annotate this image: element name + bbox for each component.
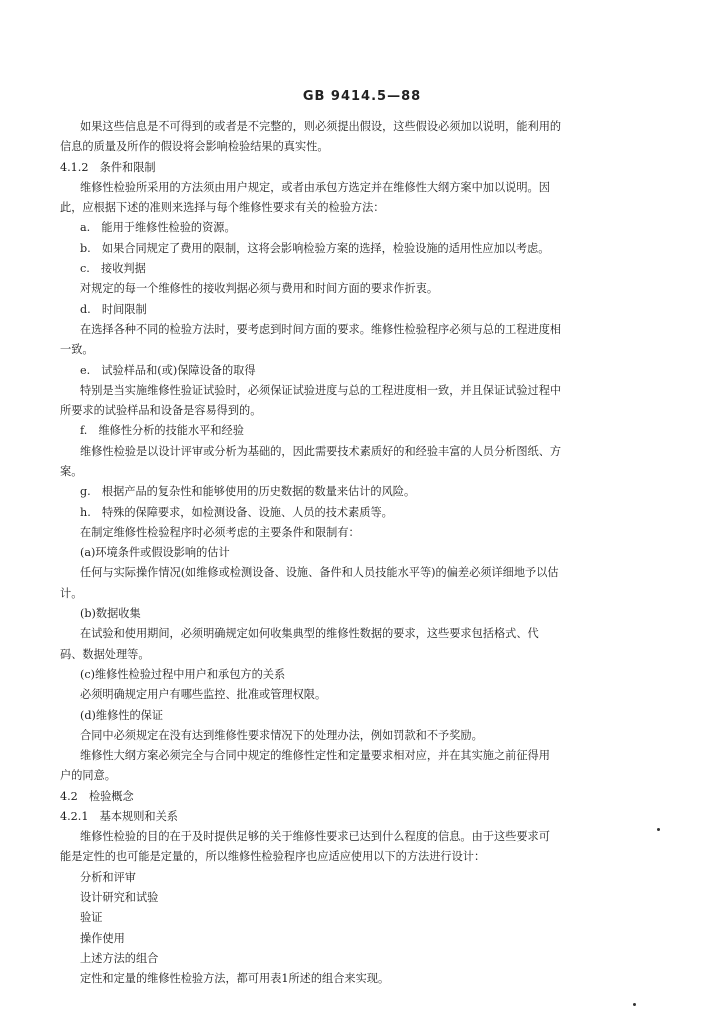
list-item-e: e. 试验样品和(或)保障设备的取得 [80,364,256,377]
paragraph-line: 在制定维修性检验程序时必须考虑的主要条件和限制有： [80,526,360,539]
paragraph-line: 在试验和使用期间，必须明确规定如何收集典型的维修性数据的要求，这些要求包括格式、代 [80,627,539,640]
paragraph-line: 如果这些信息是不可得到的或者是不完整的，则必须提出假设，这些假设必须加以说明，能利用的 [80,120,562,133]
paragraph-line: 案。 [60,465,83,478]
paragraph-line: 所要求的试验样品和设备是容易得到的。 [60,404,262,417]
list-item-h: h. 特殊的保障要求，如检测设备、设施、人员的技术素质等。 [80,506,393,519]
paragraph-line: 维修性检验所采用的方法须由用户规定，或者由承包方选定并在维修性大纲方案中加以说明。因 [80,181,550,194]
scan-speck [633,1003,636,1006]
paragraph-line: 户的同意。 [60,769,116,782]
method-item: 设计研究和试验 [80,891,159,904]
list-item-g: g. 根据产品的复杂性和能够使用的历史数据的数量来估计的风险。 [80,485,416,498]
section-heading-4-1-2: 4.1.2 条件和限制 [60,161,156,174]
list-item-b: b. 如果合同规定了费用的限制，这将会影响检验方案的选择，检验设施的适用性应加以考虑。 [80,242,550,255]
paragraph-line: 此，应根据下述的准则来选择与每个维修性要求有关的检验方法： [60,201,385,214]
paragraph-line: 对规定的每一个维修性的接收判据必须与费用和时间方面的要求作折衷。 [80,282,439,295]
paragraph-line: 信息的质量及所作的假设将会影响检验结果的真实性。 [60,140,329,153]
paragraph-line: 计。 [60,587,83,600]
paragraph-line: 特别是当实施维修性验证试验时，必须保证试验进度与总的工程进度相一致，并且保证试验过程中 [80,384,562,397]
method-item: 验证 [80,911,103,924]
list-item-c: c. 接收判据 [80,262,146,275]
paragraph-line: 维修性检验是以设计评审或分析为基础的，因此需要技术素质好的和经验丰富的人员分析图纸、方 [80,445,562,458]
standard-number-header: GB 9414.5—88 [302,89,422,104]
scan-speck [657,828,660,831]
list-item-a: a. 能用于维修性检验的资源。 [80,221,236,234]
list-item-d: d. 时间限制 [80,303,147,316]
paragraph-line: 必须明确规定用户有哪些监控、批准或管理权限。 [80,688,327,701]
paragraph-line: 码、数据处理等。 [60,648,150,661]
paragraph-line: 维修性大纲方案必须完全与合同中规定的维修性定性和定量要求相对应，并在其实施之前征得用 [80,749,550,762]
section-heading-4-2-1: 4.2.1 基本规则和关系 [60,810,178,823]
paragraph-line: 定性和定量的维修性检验方法，都可用表1所述的组合来实现。 [80,972,390,985]
method-item: 上述方法的组合 [80,952,159,965]
subitem-c: (c)维修性检验过程中用户和承包方的关系 [80,668,286,681]
paragraph-line: 能是定性的也可能是定量的，所以维修性检验程序也应适应使用以下的方法进行设计： [60,850,486,863]
method-item: 操作使用 [80,932,125,945]
paragraph-line: 维修性检验的目的在于及时提供足够的关于维修性要求已达到什么程度的信息。由于这些要求可 [80,830,550,843]
method-item: 分析和评审 [80,871,136,884]
paragraph-line: 一致。 [60,343,94,356]
paragraph-line: 在选择各种不同的检验方法时，要考虑到时间方面的要求。维修性检验程序必须与总的工程进度相 [80,323,562,336]
subitem-b: (b)数据收集 [80,607,141,620]
paragraph-line: 合同中必须规定在没有达到维修性要求情况下的处理办法，例如罚款和不予奖励。 [80,729,483,742]
subitem-a: (a)环境条件或假设影响的估计 [80,546,230,559]
section-heading-4-2: 4.2 检验概念 [60,790,134,803]
subitem-d: (d)维修性的保证 [80,709,164,722]
list-item-f: f. 维修性分析的技能水平和经验 [80,424,244,437]
paragraph-line: 任何与实际操作情况(如维修或检测设备、设施、备件和人员技能水平等)的偏差必须详细地予以估 [80,566,559,579]
